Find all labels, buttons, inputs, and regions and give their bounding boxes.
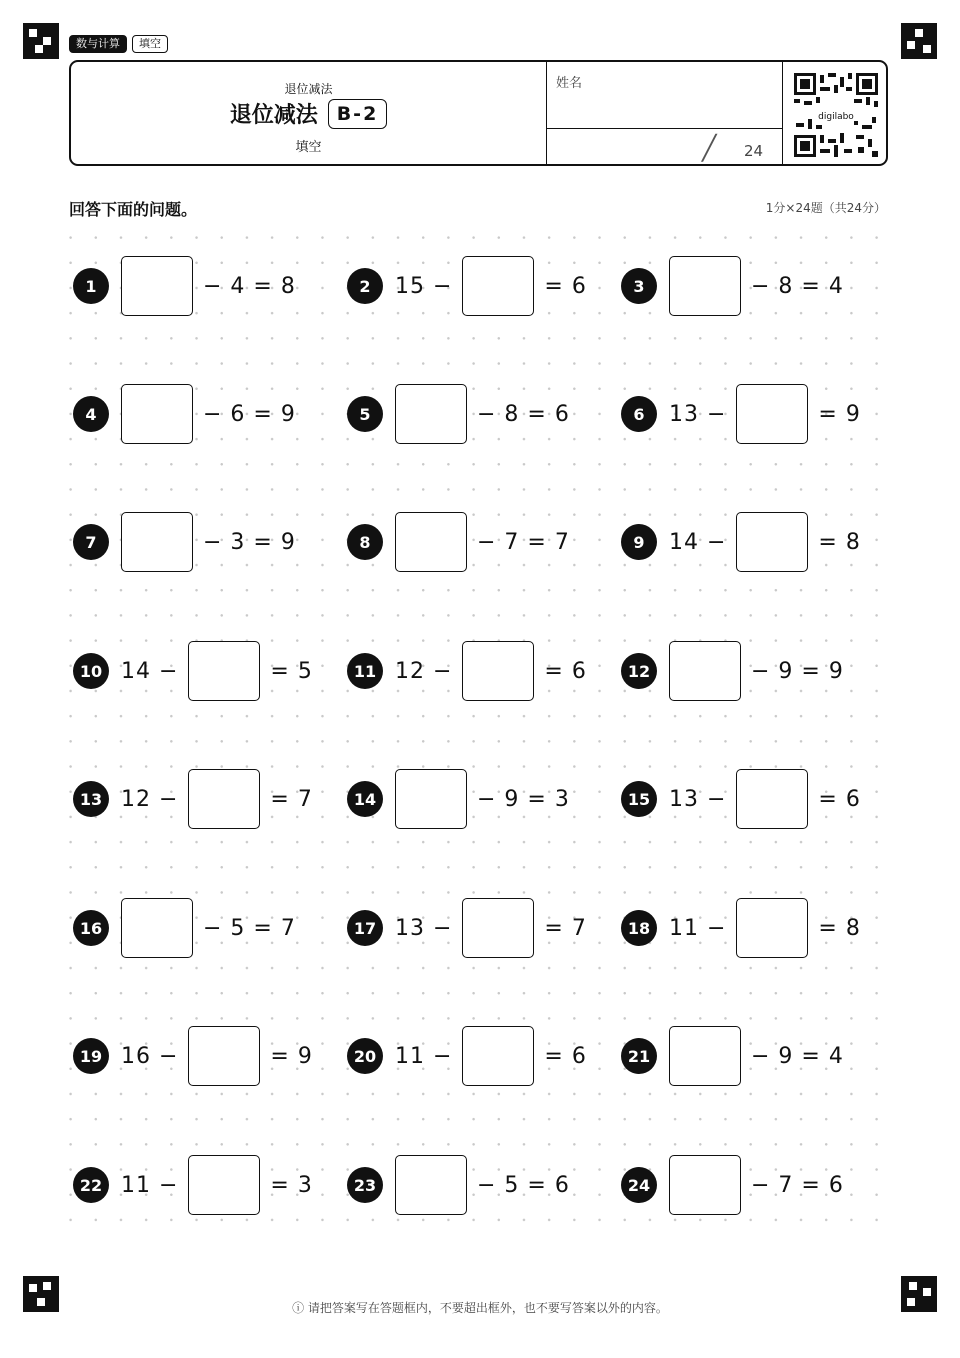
answer-box[interactable]	[188, 1155, 260, 1215]
scoring-note: 1分×24题（共24分）	[765, 201, 886, 215]
type-tag: 填空	[132, 35, 168, 53]
problem-operand: 16 −	[121, 1043, 179, 1069]
answer-box[interactable]	[121, 256, 193, 316]
problem-operand: 11 −	[121, 1172, 179, 1198]
problem-item	[73, 1025, 313, 1087]
problem-item	[621, 255, 844, 317]
instruction: 回答下面的问题。	[69, 200, 198, 219]
answer-box[interactable]	[669, 1155, 741, 1215]
problem-number: 3	[621, 268, 657, 304]
problem-equation: − 3 = 9	[203, 529, 296, 555]
name-score-panel	[546, 62, 783, 164]
footer-text: 请把答案写在答题框内，不要超出框外，也不要写答案以外的内容。	[307, 1301, 668, 1315]
problem-operand: 11 −	[395, 1043, 453, 1069]
answer-box[interactable]	[395, 769, 467, 829]
problem-item	[621, 1154, 844, 1216]
problem-operand: 15 −	[395, 273, 453, 299]
problem-equation: = 6	[544, 658, 587, 684]
problem-number: 6	[621, 396, 657, 432]
problem-equation: = 9	[270, 1043, 313, 1069]
qr-code	[794, 73, 878, 157]
problem-item	[73, 1154, 313, 1216]
supertitle: 退位减法	[284, 82, 333, 96]
problem-equation: = 3	[270, 1172, 313, 1198]
problem-operand: 13 −	[395, 915, 453, 941]
problem-number: 23	[347, 1167, 383, 1203]
problem-operand: 11 −	[669, 915, 727, 941]
problem-item	[621, 640, 844, 702]
footer-note	[0, 1299, 960, 1316]
problem-equation: − 6 = 9	[203, 401, 296, 427]
svg-text:digilabo: digilabo	[818, 112, 854, 122]
problem-item	[347, 1154, 570, 1216]
problem-number: 7	[73, 524, 109, 560]
problem-equation: − 4 = 8	[203, 273, 296, 299]
category-tags	[69, 35, 168, 53]
problem-equation: = 6	[818, 786, 861, 812]
problem-item	[347, 640, 587, 702]
worksheet-header	[69, 60, 888, 166]
problem-item	[621, 383, 861, 445]
answer-box[interactable]	[669, 641, 741, 701]
problem-equation: = 9	[818, 401, 861, 427]
problem-item	[347, 511, 570, 573]
problem-item	[347, 255, 587, 317]
problem-operand: 14 −	[669, 529, 727, 555]
worksheet-title: 退位减法	[229, 103, 318, 128]
title-panel	[71, 62, 547, 164]
score-slash: ╱	[702, 134, 717, 162]
problem-number: 5	[347, 396, 383, 432]
problem-number: 18	[621, 910, 657, 946]
corner-marker-top-left	[23, 23, 59, 59]
problem-number: 17	[347, 910, 383, 946]
problem-equation: − 7 = 7	[477, 529, 570, 555]
problem-equation: − 9 = 3	[477, 786, 570, 812]
answer-box[interactable]	[395, 512, 467, 572]
problem-equation: − 8 = 6	[477, 401, 570, 427]
answer-box[interactable]	[121, 384, 193, 444]
answer-box[interactable]	[188, 1026, 260, 1086]
problem-item	[347, 383, 570, 445]
score-total: 24	[744, 142, 764, 160]
problem-item	[73, 768, 313, 830]
divider	[546, 128, 782, 129]
answer-box[interactable]	[736, 769, 808, 829]
problem-number: 8	[347, 524, 383, 560]
problem-item	[73, 640, 313, 702]
answer-box[interactable]	[669, 1026, 741, 1086]
problem-operand: 13 −	[669, 786, 727, 812]
problem-item	[347, 768, 570, 830]
problem-item	[621, 768, 861, 830]
problem-number: 14	[347, 781, 383, 817]
problem-item	[73, 255, 296, 317]
problem-equation: = 5	[270, 658, 313, 684]
problem-number: 21	[621, 1038, 657, 1074]
problem-number: 12	[621, 653, 657, 689]
problem-item	[347, 897, 587, 959]
answer-box[interactable]	[462, 256, 534, 316]
problem-number: 1	[73, 268, 109, 304]
problem-item	[73, 383, 296, 445]
qr-code-graphic	[794, 73, 878, 157]
answer-box[interactable]	[736, 898, 808, 958]
problem-number: 19	[73, 1038, 109, 1074]
answer-box[interactable]	[736, 512, 808, 572]
problem-item	[621, 1025, 844, 1087]
answer-box[interactable]	[462, 898, 534, 958]
info-icon: ⓘ	[292, 1301, 305, 1315]
level-badge: B-2	[328, 99, 388, 129]
problem-equation: − 9 = 4	[751, 1043, 844, 1069]
problem-equation: = 7	[544, 915, 587, 941]
problem-item	[73, 511, 296, 573]
answer-box[interactable]	[121, 898, 193, 958]
answer-box[interactable]	[395, 1155, 467, 1215]
problem-item	[347, 1025, 587, 1087]
problem-equation: − 5 = 6	[477, 1172, 570, 1198]
problem-number: 2	[347, 268, 383, 304]
problem-number: 13	[73, 781, 109, 817]
problem-equation: = 7	[270, 786, 313, 812]
problem-equation: − 8 = 4	[751, 273, 844, 299]
problem-equation: = 6	[544, 273, 587, 299]
corner-marker-top-right	[901, 23, 937, 59]
problem-number: 4	[73, 396, 109, 432]
problem-number: 15	[621, 781, 657, 817]
problem-item	[621, 511, 861, 573]
answer-box[interactable]	[462, 1026, 534, 1086]
problem-operand: 14 −	[121, 658, 179, 684]
problem-number: 11	[347, 653, 383, 689]
problem-equation: = 8	[818, 529, 861, 555]
answer-box[interactable]	[188, 769, 260, 829]
problem-equation: − 7 = 6	[751, 1172, 844, 1198]
problem-number: 24	[621, 1167, 657, 1203]
category-tag: 数与计算	[69, 35, 127, 53]
problem-number: 22	[73, 1167, 109, 1203]
answer-box[interactable]	[121, 512, 193, 572]
problem-operand: 12 −	[121, 786, 179, 812]
problem-equation: = 8	[818, 915, 861, 941]
problem-number: 9	[621, 524, 657, 560]
problem-number: 10	[73, 653, 109, 689]
problem-item	[621, 897, 861, 959]
problem-equation: − 5 = 7	[203, 915, 296, 941]
subtitle: 填空	[295, 140, 322, 155]
problem-item	[73, 897, 296, 959]
problem-operand: 12 −	[395, 658, 453, 684]
answer-box[interactable]	[462, 641, 534, 701]
answer-box[interactable]	[188, 641, 260, 701]
name-label: 姓名	[556, 76, 583, 91]
answer-box[interactable]	[736, 384, 808, 444]
answer-box[interactable]	[395, 384, 467, 444]
problem-equation: = 6	[544, 1043, 587, 1069]
problem-equation: − 9 = 9	[751, 658, 844, 684]
problem-number: 16	[73, 910, 109, 946]
problem-operand: 13 −	[669, 401, 727, 427]
answer-box[interactable]	[669, 256, 741, 316]
problem-number: 20	[347, 1038, 383, 1074]
